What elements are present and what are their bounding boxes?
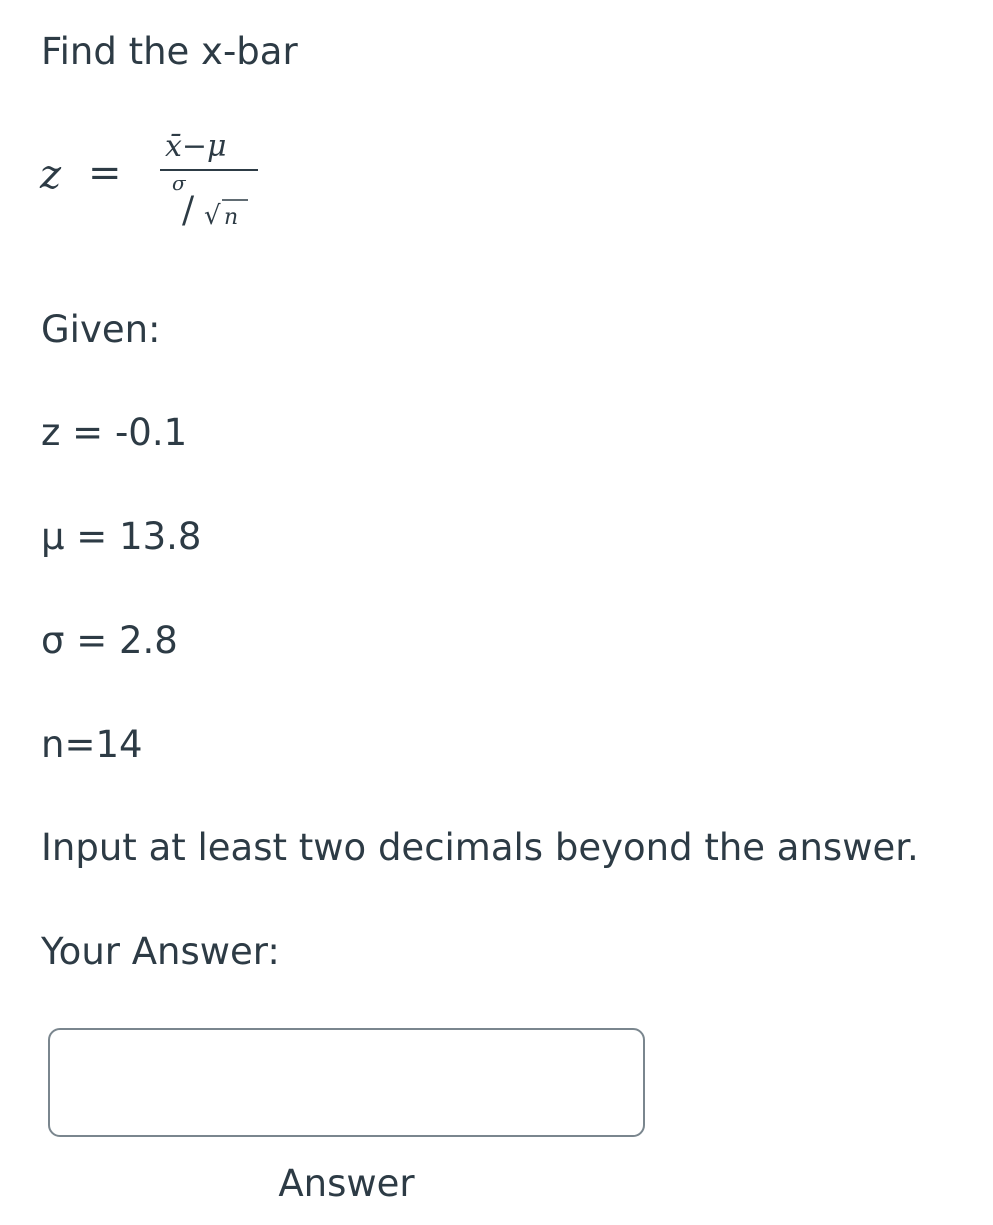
formula-n: n <box>224 205 239 230</box>
given-mu: μ = 13.8 <box>41 515 202 558</box>
formula-slash: / <box>182 190 195 231</box>
answer-input-caption: Answer <box>278 1162 415 1205</box>
given-n: n=14 <box>41 723 143 766</box>
given-sigma: σ = 2.8 <box>41 619 178 662</box>
answer-input[interactable] <box>48 1028 645 1137</box>
z-score-formula <box>30 118 280 238</box>
question-title: Find the x-bar <box>41 30 298 73</box>
formula-numerator: x̄−μ <box>165 129 227 164</box>
formula-sigma: σ <box>172 171 186 195</box>
sqrt-icon: √ <box>204 201 221 231</box>
instruction-text: Input at least two decimals beyond the answer. <box>41 826 919 869</box>
given-label: Given: <box>41 308 161 351</box>
given-z: z = -0.1 <box>41 411 188 454</box>
formula-equals: = <box>88 150 122 196</box>
your-answer-label: Your Answer: <box>41 930 280 973</box>
formula-lhs: z <box>40 152 62 198</box>
